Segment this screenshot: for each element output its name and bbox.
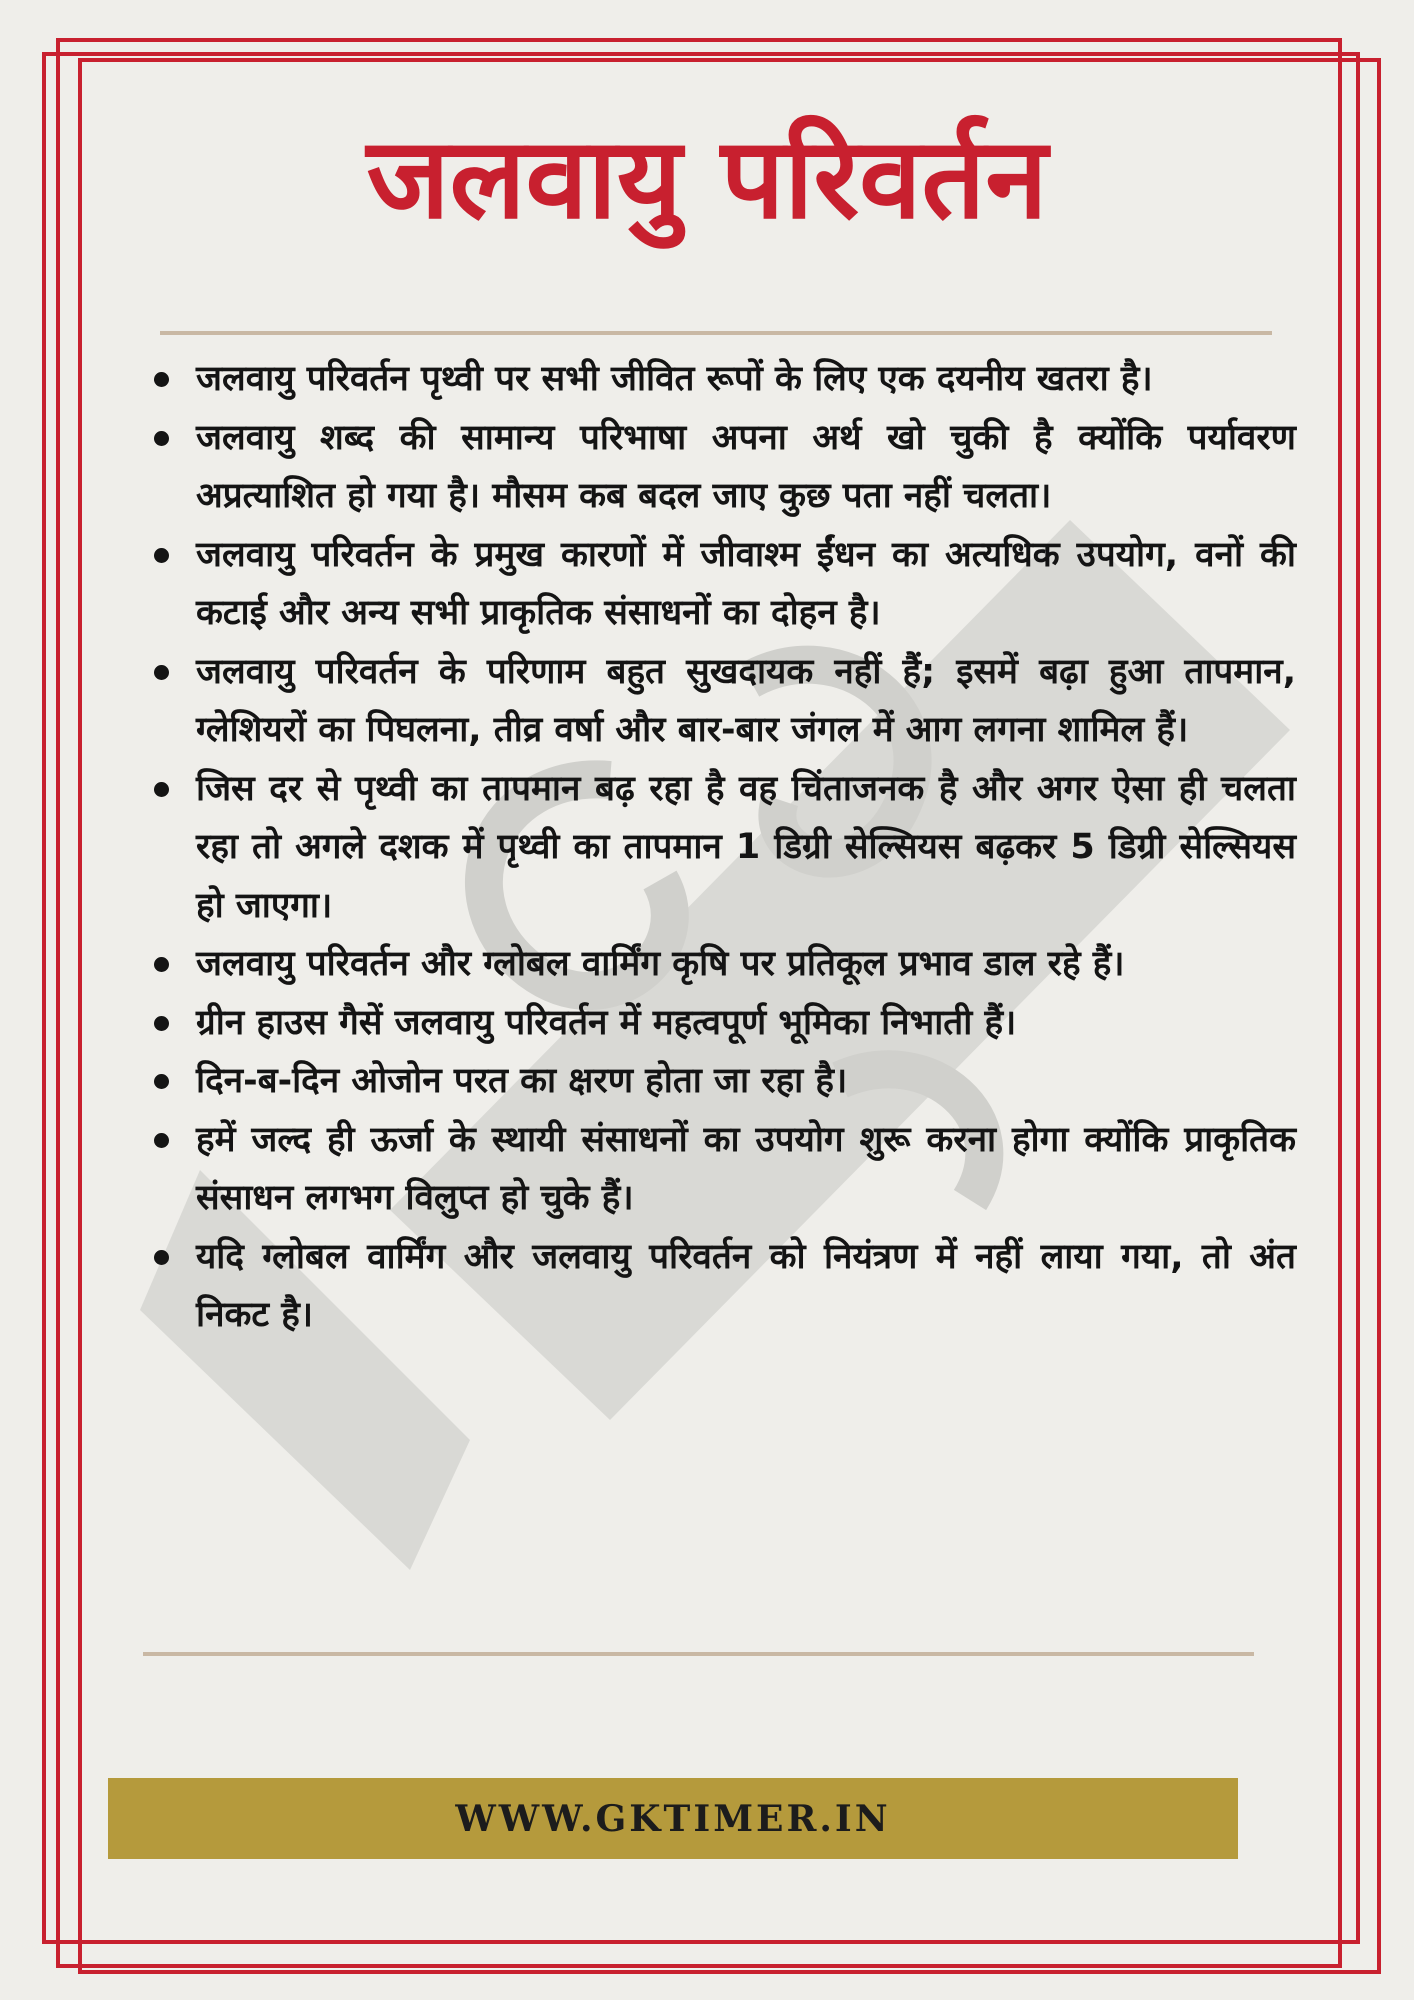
bullet-icon: [154, 431, 169, 446]
list-item: [150, 409, 1296, 526]
list-item: [150, 1228, 1296, 1345]
point-text: जलवायु परिवर्तन के परिणाम बहुत सुखदायक नहीं हैं; इसमें बढ़ा हुआ तापमान, ग्लेशियरों का पिघलना, तीव्र वर्षा और बार-बार जंगल में आग लगना शामिल हैं।: [196, 651, 1296, 750]
point-text: जिस दर से पृथ्वी का तापमान बढ़ रहा है वह चिंताजनक है और अगर ऐसा ही चलता रहा तो अगले दशक में पृथ्वी का तापमान 1 डिग्री सेल्सियस बढ़कर 5 डिग्री सेल्सियस हो जाएगा।: [196, 768, 1296, 926]
point-text: जलवायु परिवर्तन पृथ्वी पर सभी जीवित रूपों के लिए एक दयनीय खतरा है।: [196, 359, 1153, 399]
bullet-icon: [154, 372, 169, 387]
bullet-icon: [154, 665, 169, 680]
point-text: हमें जल्द ही ऊर्जा के स्थायी संसाधनों का उपयोग शुरू करना होगा क्योंकि प्राकृतिक संसाधन लगभग विलुप्त हो चुके हैं।: [196, 1119, 1296, 1218]
bullet-icon: [154, 782, 169, 797]
list-item: [150, 1052, 1296, 1111]
website-banner[interactable]: [108, 1778, 1238, 1859]
list-item: [150, 935, 1296, 994]
bullet-icon: [154, 957, 169, 972]
list-item: [150, 526, 1296, 643]
point-text: जलवायु परिवर्तन और ग्लोबल वार्मिंग कृषि पर प्रतिकूल प्रभाव डाल रहे हैं।: [196, 944, 1125, 984]
point-text: यदि ग्लोबल वार्मिंग और जलवायु परिवर्तन को नियंत्रण में नहीं लाया गया, तो अंत निकट है।: [196, 1236, 1296, 1335]
list-item: [150, 1111, 1296, 1228]
website-url[interactable]: WWW.GKTIMER.IN: [455, 1797, 891, 1840]
title-divider: [160, 331, 1272, 335]
page-title: जलवायु परिवर्तन: [366, 114, 1048, 244]
bullet-icon: [154, 1250, 169, 1265]
list-item: [150, 994, 1296, 1053]
list-item: [150, 760, 1296, 936]
list-item: [150, 350, 1296, 409]
bullet-icon: [154, 548, 169, 563]
list-item: [150, 643, 1296, 760]
point-text: ग्रीन हाउस गैसें जलवायु परिवर्तन में महत्वपूर्ण भूमिका निभाती हैं।: [196, 1002, 1017, 1043]
bullet-icon: [154, 1133, 169, 1148]
point-text: जलवायु परिवर्तन के प्रमुख कारणों में जीवाश्म ईंधन का अत्यधिक उपयोग, वनों की कटाई और अन्य सभी प्राकृतिक संसाधनों का दोहन है।: [196, 534, 1296, 633]
bullet-icon: [154, 1074, 169, 1089]
point-text: जलवायु शब्द की सामान्य परिभाषा अपना अर्थ खो चुकी है क्योंकि पर्यावरण अप्रत्याशित हो गया है। मौसम कब बदल जाए कुछ पता नहीं चलता।: [196, 417, 1296, 516]
footer-divider: [143, 1652, 1254, 1656]
point-list: [150, 350, 1296, 1345]
point-text: दिन-ब-दिन ओजोन परत का क्षरण होता जा रहा है।: [196, 1061, 848, 1101]
bullet-icon: [154, 1016, 169, 1031]
